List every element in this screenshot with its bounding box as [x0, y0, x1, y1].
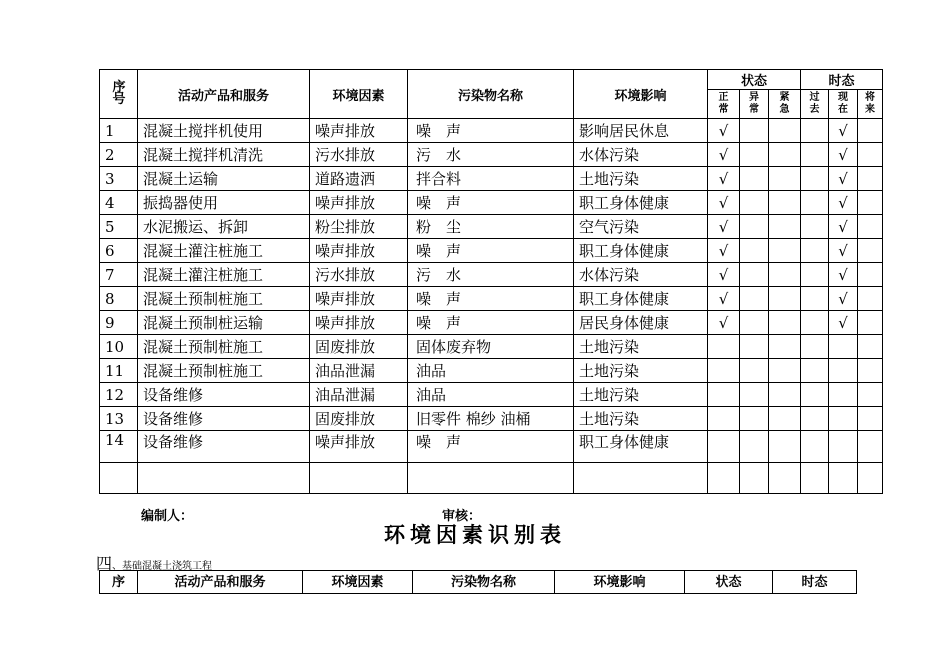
- header-tense-sub: 将来: [858, 90, 883, 119]
- row-activity: 混凝土搅拌机使用: [138, 119, 310, 143]
- row-activity: 设备维修: [138, 407, 310, 431]
- row-activity: 混凝土灌注桩施工: [138, 239, 310, 263]
- empty-cell: [801, 463, 829, 494]
- row-number: 4: [100, 191, 138, 215]
- row-env-factor: 粉尘排放: [310, 215, 408, 239]
- t2-header-status: 状态: [685, 571, 773, 594]
- row-mark-cell: [740, 167, 769, 191]
- row-mark-cell: [801, 311, 829, 335]
- empty-cell: [100, 463, 138, 494]
- row-mark-cell: [740, 263, 769, 287]
- table-row: [100, 215, 883, 239]
- table-row: [100, 383, 883, 407]
- row-number: 14: [100, 431, 138, 463]
- reviewer-label: 审核：: [442, 509, 482, 524]
- row-mark-cell: √: [829, 239, 858, 263]
- row-activity: 振捣器使用: [138, 191, 310, 215]
- row-mark-cell: √: [829, 167, 858, 191]
- row-pollutant: 拌合料: [408, 167, 574, 191]
- row-mark-cell: [858, 263, 883, 287]
- row-mark-cell: [769, 287, 801, 311]
- row-env-factor: 噪声排放: [310, 431, 408, 463]
- row-mark-cell: [769, 239, 801, 263]
- header-status-sub: 紧急: [769, 90, 801, 119]
- row-mark-cell: [740, 191, 769, 215]
- row-mark-cell: [708, 335, 740, 359]
- row-mark-cell: [829, 359, 858, 383]
- row-mark-cell: [858, 287, 883, 311]
- table-row: [100, 119, 883, 143]
- header-activity: 活动产品和服务: [138, 70, 310, 119]
- header-tense-sub: 现在: [829, 90, 858, 119]
- row-activity: 混凝土预制桩运输: [138, 311, 310, 335]
- row-mark-cell: [829, 383, 858, 407]
- row-number: 7: [100, 263, 138, 287]
- section-number: 四: [96, 554, 113, 573]
- row-mark-cell: [740, 335, 769, 359]
- row-mark-cell: [801, 287, 829, 311]
- row-mark-cell: [769, 119, 801, 143]
- row-mark-cell: √: [829, 311, 858, 335]
- row-pollutant: 噪 声: [408, 431, 574, 463]
- t2-header-seq: 序: [100, 571, 138, 594]
- row-mark-cell: [801, 191, 829, 215]
- row-mark-cell: [740, 311, 769, 335]
- row-number: 3: [100, 167, 138, 191]
- table-row: [100, 287, 883, 311]
- empty-cell: [769, 463, 801, 494]
- row-env-factor: 噪声排放: [310, 287, 408, 311]
- row-number: 5: [100, 215, 138, 239]
- row-mark-cell: [769, 311, 801, 335]
- row-env-factor: 固废排放: [310, 335, 408, 359]
- row-mark-cell: √: [829, 119, 858, 143]
- row-env-factor: 道路遗洒: [310, 167, 408, 191]
- row-pollutant: 污 水: [408, 143, 574, 167]
- row-env-impact: 空气污染: [574, 215, 708, 239]
- table-row: [100, 335, 883, 359]
- row-env-factor: 油品泄漏: [310, 383, 408, 407]
- row-mark-cell: √: [708, 167, 740, 191]
- table-row: [100, 191, 883, 215]
- row-pollutant: 固体废弃物: [408, 335, 574, 359]
- row-mark-cell: √: [829, 215, 858, 239]
- row-mark-cell: [769, 383, 801, 407]
- row-mark-cell: [740, 383, 769, 407]
- header-status: 状态: [708, 70, 801, 90]
- row-pollutant: 噪 声: [408, 191, 574, 215]
- row-activity: 混凝土预制桩施工: [138, 335, 310, 359]
- row-number: 2: [100, 143, 138, 167]
- empty-cell: [408, 463, 574, 494]
- row-mark-cell: √: [708, 287, 740, 311]
- row-mark-cell: [858, 431, 883, 463]
- row-number: 12: [100, 383, 138, 407]
- row-pollutant: 污 水: [408, 263, 574, 287]
- row-activity: 设备维修: [138, 431, 310, 463]
- row-pollutant: 噪 声: [408, 239, 574, 263]
- row-mark-cell: √: [829, 287, 858, 311]
- row-mark-cell: √: [708, 311, 740, 335]
- row-mark-cell: [740, 407, 769, 431]
- row-mark-cell: [801, 143, 829, 167]
- table-row-empty: [100, 463, 883, 494]
- empty-cell: [310, 463, 408, 494]
- row-mark-cell: [858, 215, 883, 239]
- row-number: 11: [100, 359, 138, 383]
- table-row: [100, 239, 883, 263]
- row-mark-cell: [769, 263, 801, 287]
- row-pollutant: 旧零件 棉纱 油桶: [408, 407, 574, 431]
- row-pollutant: 油品: [408, 359, 574, 383]
- row-mark-cell: [769, 191, 801, 215]
- row-mark-cell: [858, 191, 883, 215]
- row-mark-cell: [740, 431, 769, 463]
- row-number: 10: [100, 335, 138, 359]
- row-env-factor: 污水排放: [310, 143, 408, 167]
- row-mark-cell: [769, 143, 801, 167]
- row-env-factor: 噪声排放: [310, 311, 408, 335]
- row-mark-cell: [829, 335, 858, 359]
- row-mark-cell: [708, 383, 740, 407]
- header-env-impact: 环境影响: [574, 70, 708, 119]
- row-mark-cell: [801, 359, 829, 383]
- t2-header-pollutant: 污染物名称: [413, 571, 555, 594]
- t2-header-activity: 活动产品和服务: [138, 571, 303, 594]
- row-number: 9: [100, 311, 138, 335]
- row-mark-cell: [740, 359, 769, 383]
- row-mark-cell: [708, 359, 740, 383]
- row-activity: 混凝土搅拌机清洗: [138, 143, 310, 167]
- row-mark-cell: [708, 407, 740, 431]
- table-row: [100, 263, 883, 287]
- row-pollutant: 噪 声: [408, 119, 574, 143]
- header-env-factor: 环境因素: [310, 70, 408, 119]
- row-number: 1: [100, 119, 138, 143]
- empty-cell: [574, 463, 708, 494]
- row-mark-cell: [858, 167, 883, 191]
- row-mark-cell: [829, 407, 858, 431]
- row-env-factor: 噪声排放: [310, 239, 408, 263]
- row-activity: 混凝土预制桩施工: [138, 287, 310, 311]
- t2-header-env-impact: 环境影响: [555, 571, 685, 594]
- row-mark-cell: [769, 215, 801, 239]
- row-env-impact: 职工身体健康: [574, 191, 708, 215]
- row-mark-cell: √: [708, 215, 740, 239]
- row-env-impact: 职工身体健康: [574, 431, 708, 463]
- row-mark-cell: [858, 383, 883, 407]
- t2-header-tense: 时态: [773, 571, 857, 594]
- row-activity: 混凝土预制桩施工: [138, 359, 310, 383]
- row-env-impact: 职工身体健康: [574, 287, 708, 311]
- row-mark-cell: [858, 119, 883, 143]
- row-number: 6: [100, 239, 138, 263]
- environmental-factor-table: [99, 69, 883, 494]
- row-env-impact: 水体污染: [574, 263, 708, 287]
- row-mark-cell: √: [829, 191, 858, 215]
- table-row: [100, 407, 883, 431]
- row-mark-cell: [801, 119, 829, 143]
- row-mark-cell: [801, 407, 829, 431]
- row-mark-cell: [769, 359, 801, 383]
- row-env-impact: 土地污染: [574, 383, 708, 407]
- row-mark-cell: √: [708, 263, 740, 287]
- row-number: 13: [100, 407, 138, 431]
- t2-header-env-factor: 环境因素: [303, 571, 413, 594]
- table-row: [100, 359, 883, 383]
- row-mark-cell: [858, 359, 883, 383]
- compiler-label: 编制人：: [141, 509, 194, 524]
- row-env-impact: 土地污染: [574, 167, 708, 191]
- empty-cell: [858, 463, 883, 494]
- row-env-impact: 职工身体健康: [574, 239, 708, 263]
- empty-cell: [138, 463, 310, 494]
- row-mark-cell: √: [708, 119, 740, 143]
- row-mark-cell: [769, 167, 801, 191]
- row-activity: 水泥搬运、拆卸: [138, 215, 310, 239]
- header-tense-sub: 过去: [801, 90, 829, 119]
- row-env-factor: 油品泄漏: [310, 359, 408, 383]
- second-table-header: [99, 570, 857, 594]
- row-mark-cell: [829, 431, 858, 463]
- header-status-sub: 异常: [740, 90, 769, 119]
- row-env-factor: 污水排放: [310, 263, 408, 287]
- row-mark-cell: [740, 143, 769, 167]
- row-mark-cell: √: [708, 191, 740, 215]
- row-mark-cell: [801, 335, 829, 359]
- row-env-impact: 影响居民休息: [574, 119, 708, 143]
- row-env-impact: 居民身体健康: [574, 311, 708, 335]
- row-mark-cell: √: [829, 263, 858, 287]
- row-mark-cell: [740, 287, 769, 311]
- row-env-impact: 水体污染: [574, 143, 708, 167]
- row-mark-cell: [769, 407, 801, 431]
- row-mark-cell: [740, 215, 769, 239]
- row-pollutant: 噪 声: [408, 311, 574, 335]
- table-row: [100, 167, 883, 191]
- table-row: [100, 311, 883, 335]
- row-mark-cell: [769, 335, 801, 359]
- row-mark-cell: [858, 335, 883, 359]
- row-mark-cell: [801, 239, 829, 263]
- row-mark-cell: [769, 431, 801, 463]
- row-env-factor: 噪声排放: [310, 119, 408, 143]
- table-row: [100, 143, 883, 167]
- page-title: 环境因素识别表: [384, 523, 566, 547]
- row-mark-cell: [858, 143, 883, 167]
- row-mark-cell: √: [708, 239, 740, 263]
- row-activity: 设备维修: [138, 383, 310, 407]
- header-pollutant: 污染物名称: [408, 70, 574, 119]
- header-seq: 序号: [100, 70, 138, 119]
- row-mark-cell: [801, 167, 829, 191]
- empty-cell: [708, 463, 740, 494]
- row-mark-cell: [740, 119, 769, 143]
- row-mark-cell: [858, 311, 883, 335]
- row-mark-cell: [801, 215, 829, 239]
- empty-cell: [740, 463, 769, 494]
- row-mark-cell: [801, 263, 829, 287]
- row-number: 8: [100, 287, 138, 311]
- row-mark-cell: [858, 407, 883, 431]
- row-mark-cell: [801, 431, 829, 463]
- row-env-factor: 噪声排放: [310, 191, 408, 215]
- row-activity: 混凝土灌注桩施工: [138, 263, 310, 287]
- row-mark-cell: √: [708, 143, 740, 167]
- row-mark-cell: [708, 431, 740, 463]
- row-pollutant: 油品: [408, 383, 574, 407]
- row-env-impact: 土地污染: [574, 335, 708, 359]
- row-env-factor: 固废排放: [310, 407, 408, 431]
- row-env-impact: 土地污染: [574, 407, 708, 431]
- table-row: [100, 431, 883, 463]
- row-mark-cell: √: [829, 143, 858, 167]
- row-pollutant: 粉 尘: [408, 215, 574, 239]
- empty-cell: [829, 463, 858, 494]
- section-name: 、基础混凝土浇筑工程: [112, 561, 213, 572]
- header-tense: 时态: [801, 70, 883, 90]
- row-mark-cell: [858, 239, 883, 263]
- row-env-impact: 土地污染: [574, 359, 708, 383]
- header-status-sub: 正常: [708, 90, 740, 119]
- row-mark-cell: [801, 383, 829, 407]
- row-pollutant: 噪 声: [408, 287, 574, 311]
- row-mark-cell: [740, 239, 769, 263]
- row-activity: 混凝土运输: [138, 167, 310, 191]
